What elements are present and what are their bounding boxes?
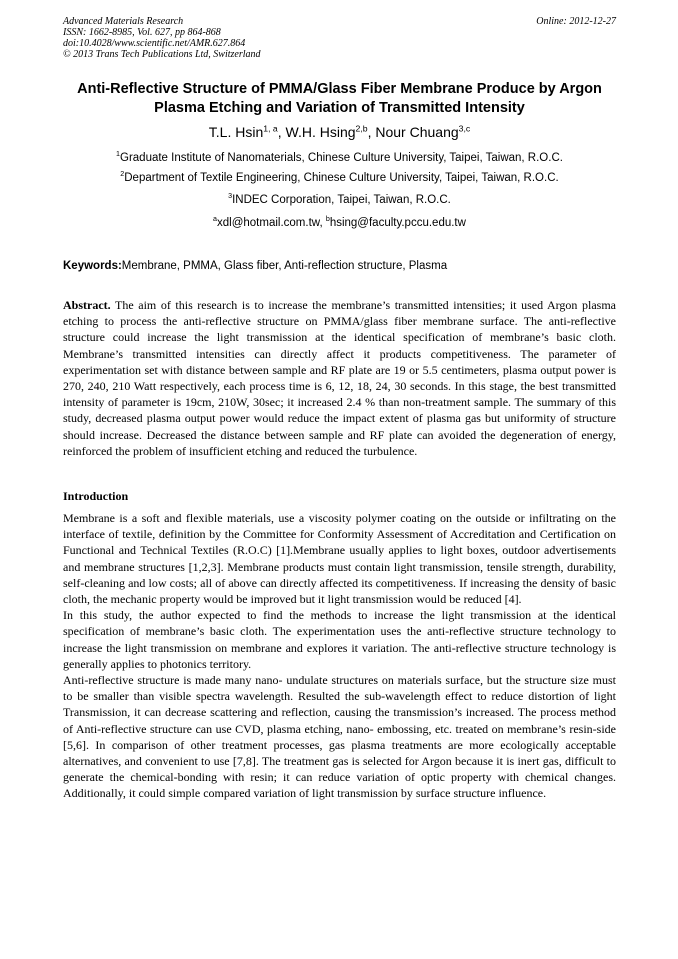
journal-header	[63, 16, 616, 60]
keywords-text: Membrane, PMMA, Glass fiber, Anti-reflection structure, Plasma	[121, 260, 448, 272]
email-mark: a	[213, 215, 218, 224]
introduction-paragraph: In this study, the author expected to find the methods to increase the light transmission at the identical specification of membrane’s basic cloth. The experimentation uses the anti-reflective structure technology to increase the light transmission on membrane and explores it variation. The anti-reflective structure technology is generally applies to photonics territory.	[63, 608, 616, 671]
affiliation-text: Graduate Institute of Nanomaterials, Chinese Culture University, Taipei, Taiwan, R.O.C.	[120, 152, 563, 164]
affiliation-text: Department of Textile Engineering, Chinese Culture University, Taipei, Taiwan, R.O.C.	[124, 172, 559, 184]
author-name: W.H. Hsing	[285, 124, 356, 140]
online-date: Online: 2012-12-27	[536, 16, 616, 27]
abstract-text: The aim of this research is to increase the membrane’s transmitted intensities; it used Argon plasma etching to process the anti-reflective structure on PMMA/glass fiber membrane surface. The anti-reflective structure could increase the light transmission at the identical specification of membrane’s basic cloth. Membrane’s transmitted intensities can directly affect it products competitiveness. The parameter of experimentation set with distance between sample and RF plate are 19 or 5.5 centimeters, plasma output power is 270, 240, 210 Watt respectively, each process time is 6, 12, 18, 24, 30 seconds. In this stage, the best transmitted intensity of parameter is 19cm, 210W, 30sec; it increased 2.4 % than non-treatment sample. The summary of this study, decreased plasma output power would reduce the impact extent of plasma gas but uniformity of structure should increase. Decreased the distance between sample and RF plate can avoided the degeneration of energy, reinforced the problem of insufficient etching and reduced the turbulence.	[63, 298, 616, 458]
issn-line: ISSN: 1662-8985, Vol. 627, pp 864-868	[63, 27, 221, 38]
author-affiliation-mark: 2,b	[355, 123, 368, 134]
journal-name: Advanced Materials Research	[63, 16, 184, 27]
author-emails	[63, 216, 616, 230]
author-affiliation-mark: 3,c	[458, 123, 471, 134]
abstract	[63, 297, 616, 459]
affiliation-3	[63, 193, 616, 207]
affiliation-1	[63, 151, 616, 165]
paper-title: Anti-Reflective Structure of PMMA/Glass Fiber Membrane Produce by Argon Plasma Etching and Variation of Transmitted Intensity	[77, 81, 602, 116]
author-separator: ,	[367, 124, 376, 140]
author-separator: ,	[277, 124, 286, 140]
abstract-label: Abstract.	[63, 298, 111, 312]
email-a: xdl@hotmail.com.tw,	[217, 217, 326, 229]
introduction-heading: Introduction	[63, 489, 129, 503]
copyright-line: © 2013 Trans Tech Publications Ltd, Switzerland	[63, 49, 261, 60]
author-name: Nour Chuang	[375, 124, 459, 140]
keywords-label: Keywords:	[63, 260, 122, 272]
author-name: T.L. Hsin	[208, 124, 264, 140]
affiliation-mark: 3	[228, 192, 233, 201]
affiliation-mark: 2	[120, 170, 125, 179]
email-b: hsing@faculty.pccu.edu.tw	[329, 217, 466, 229]
introduction-body	[63, 510, 616, 802]
affiliation-2	[63, 171, 616, 185]
author-line	[63, 123, 616, 141]
introduction-paragraph: Anti-reflective structure is made many nano- undulate structures on materials surface, but the structure size must to be smaller than visible spectra wavelength. Resulted the sub-wavelength effect to reduce distortion of light Transmission, it can decrease scattering and reflection, causing the transmission’s increased. The process method of Anti-reflective structure can use CVD, plasma etching, nano- embossing, etc. treated on membrane’s resin-side [5,6]. In comparison of other treatment processes, gas plasma treatments are more ecologically acceptable alternatives, and convenient to use [7,8]. The treatment gas is selected for Argon because it is inert gas, difficult to generate the chemical-bonding with resin; it can reduce variation of optic property with chemical changes. Additionally, it could simple compared variation of light transmission by surface structure influence.	[63, 673, 616, 801]
affiliation-text: INDEC Corporation, Taipei, Taiwan, R.O.C.	[232, 194, 451, 206]
introduction-paragraph: Membrane is a soft and flexible materials, use a viscosity polymer coating on the outside or infiltrating on the interface of textile, definition by the Committee for Conformity Assessment of Accreditation and Certification on Functional and Technical Textiles (R.O.C) [1].Membrane usually applies to light boxes, outdoor advertisements and membrane structures [1,2,3]. Membrane products must contain light transmission, tensile strength, durability, self-cleaning and low costs; all of above can directly affected its competitiveness. If increasing the density of basic cloth, the mechanic property would be improved but it light transmission would be reduced [4].	[63, 511, 616, 607]
email-mark: b	[325, 215, 330, 224]
author-affiliation-mark: 1, a	[263, 123, 278, 134]
affiliation-mark: 1	[116, 150, 120, 159]
keywords	[63, 259, 616, 273]
doi-line: doi:10.4028/www.scientific.net/AMR.627.864	[63, 38, 246, 49]
